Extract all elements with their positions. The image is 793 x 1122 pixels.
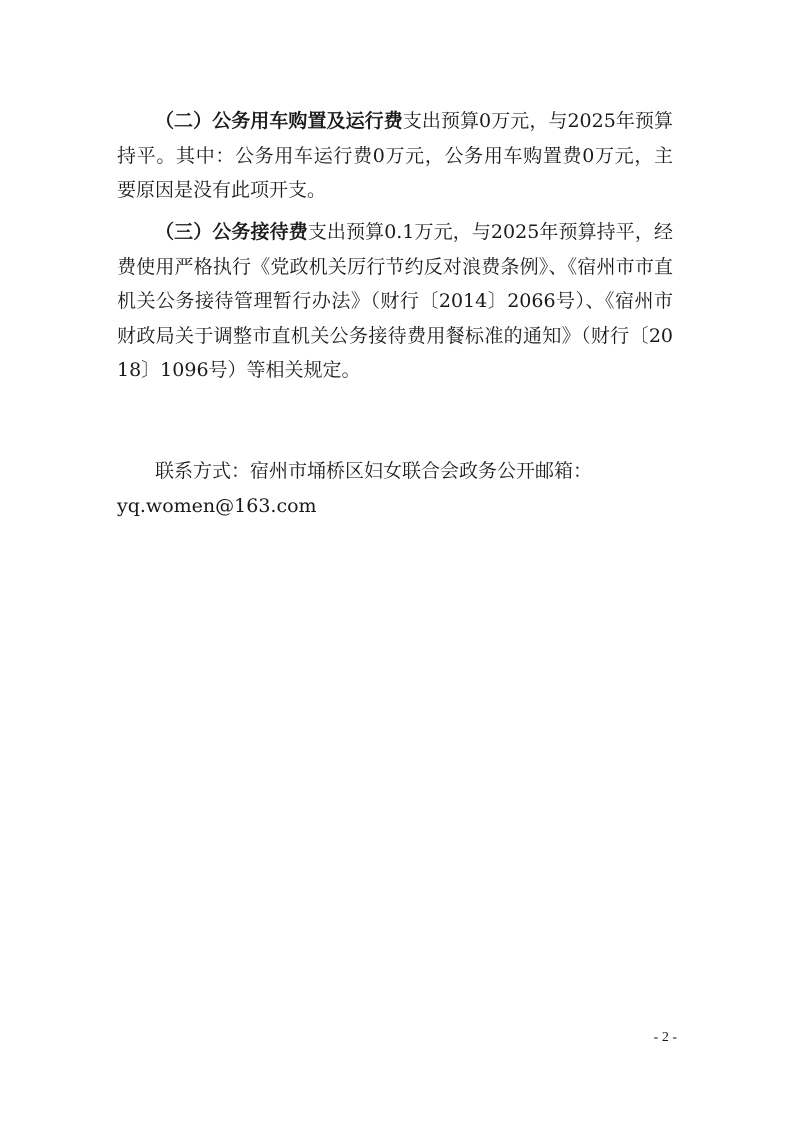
- paragraph-reception-expenses: [117, 215, 673, 388]
- contact-label: 联系方式：宿州市埇桥区妇女联合会政务公开邮箱：: [155, 460, 593, 482]
- paragraph-body-reception: 支出预算0.1万元，与2025年预算持平，经费使用严格执行《党政机关厉行节约反对浪费条例》、《宿州市市直机关公务接待管理暂行办法》（财行〔2014〕2066号）、《宿州市财政局关于调整市直机关公务接待费用餐标准的通知》（财行〔2018〕1096号）等相关规定。: [117, 221, 673, 381]
- section-heading-vehicle: （二）公务用车购置及运行费: [155, 110, 403, 132]
- section-heading-reception: （三）公务接待费: [155, 221, 308, 243]
- paragraph-body-vehicle: 支出预算0万元，与2025年预算持平。其中：公务用车运行费0万元，公务用车购置费0万元，主要原因是没有此项开支。: [117, 110, 673, 201]
- contact-email[interactable]: yq.women@163.com: [117, 494, 317, 517]
- page-number: - 2 -: [653, 1030, 677, 1045]
- contact-info: [117, 454, 673, 523]
- paragraph-vehicle-expenses: [117, 104, 673, 208]
